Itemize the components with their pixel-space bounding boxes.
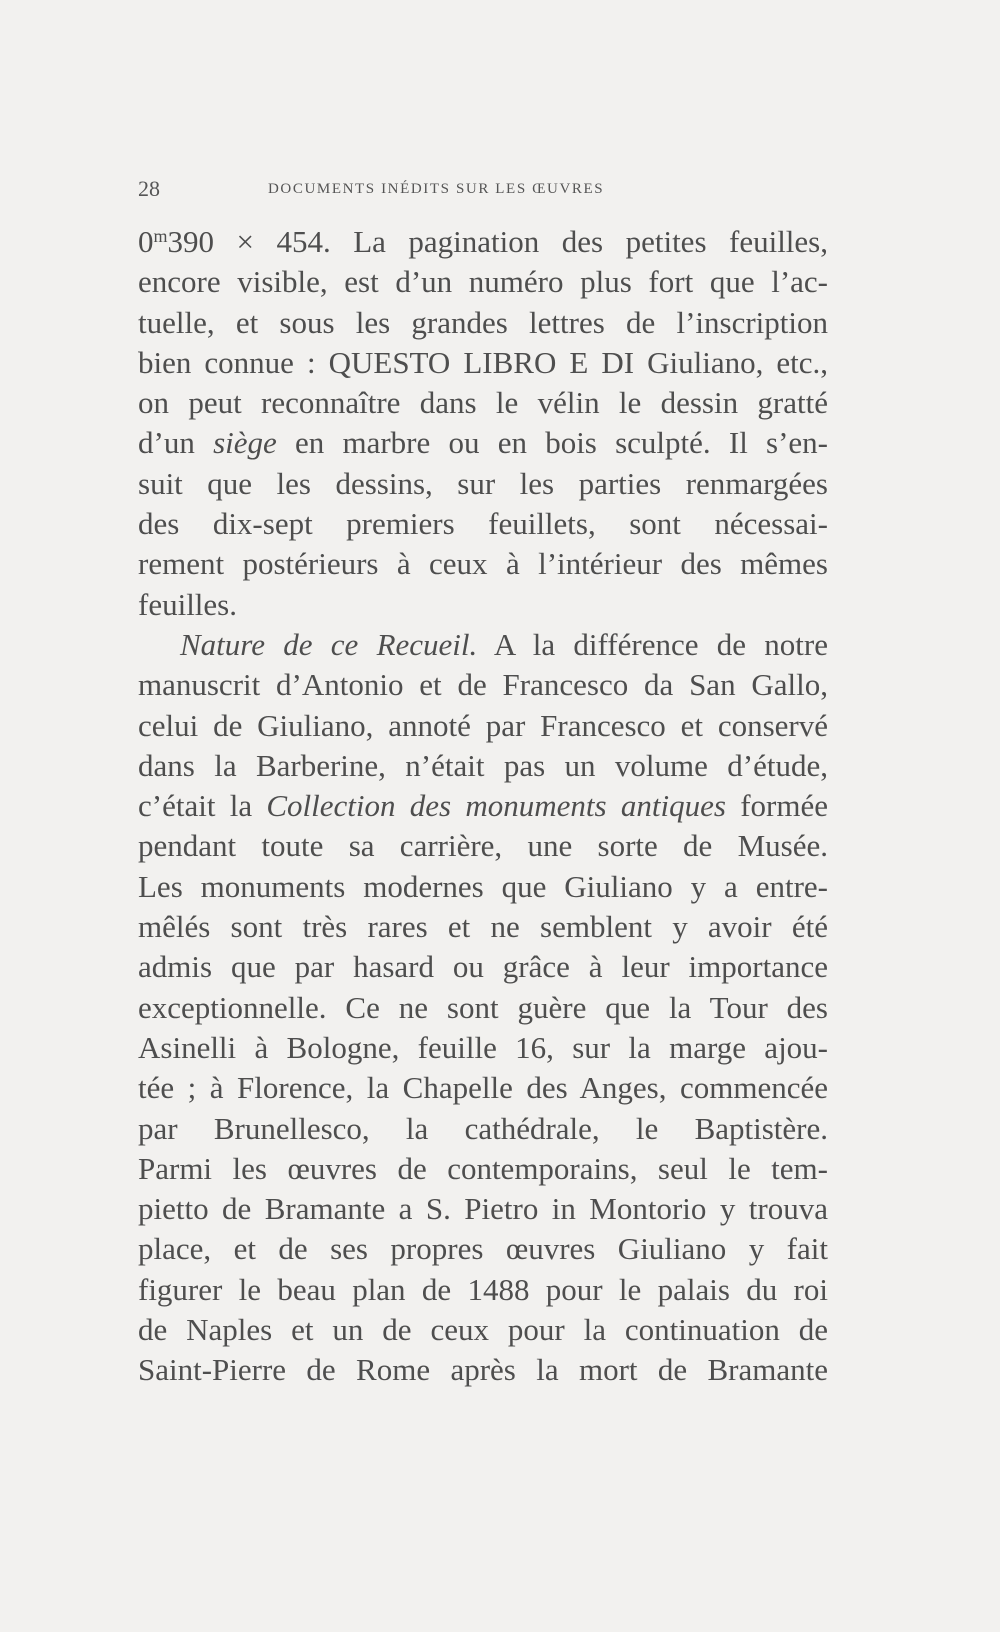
section-heading: Nature de ce Recueil. bbox=[180, 626, 478, 662]
text-line: rement postérieurs à ceux à l’intérieur des mêmes bbox=[138, 546, 828, 582]
text-fragment: c’était la bbox=[138, 788, 267, 824]
text-line: Asinelli à Bologne, feuille 16, sur la marge ajou- bbox=[138, 1029, 828, 1065]
text-line: Saint-Pierre de Rome après la mort de Bramante bbox=[138, 1352, 828, 1388]
running-head bbox=[138, 176, 828, 206]
text-line: pendant toute sa carrière, une sorte de Musée. bbox=[138, 828, 828, 864]
superscript: m bbox=[153, 226, 168, 246]
text-fragment: en marbre ou en bois sculpté. Il s’en- bbox=[276, 425, 829, 461]
text-line: suit que les dessins, sur les parties renmargées bbox=[138, 465, 828, 501]
text-line: par Brunellesco, la cathédrale, le Baptistère. bbox=[138, 1110, 828, 1146]
text-line: encore visible, est d’un numéro plus fort que l’ac- bbox=[138, 264, 828, 300]
text-line: tée ; à Florence, la Chapelle des Anges, commencée bbox=[138, 1070, 828, 1106]
text-line: Les monuments modernes que Giuliano y a entre- bbox=[138, 868, 828, 904]
text-line: celui de Giuliano, annoté par Francesco et conservé bbox=[138, 707, 828, 743]
text-line bbox=[138, 423, 828, 463]
text-line: on peut reconnaître dans le vélin le dessin gratté bbox=[138, 385, 828, 421]
text-line: Parmi les œuvres de contemporains, seul le tem- bbox=[138, 1150, 828, 1186]
italic-term: Collection des monuments antiques bbox=[266, 788, 726, 824]
text-fragment: A la différence de notre bbox=[477, 626, 828, 662]
text-line: figurer le beau plan de 1488 pour le palais du roi bbox=[138, 1271, 828, 1307]
body-text bbox=[138, 222, 828, 1391]
text-fragment: 390 × 454. La pagination des petites feuilles, bbox=[167, 224, 828, 259]
text-line: place, et de ses propres œuvres Giuliano y fait bbox=[138, 1231, 828, 1267]
text-line: tuelle, et sous les grandes lettres de l’inscription bbox=[138, 304, 828, 340]
text-fragment: d’un bbox=[138, 425, 214, 461]
text-fragment: formée bbox=[725, 788, 829, 824]
text-line: des dix-sept premiers feuillets, sont nécessai- bbox=[138, 506, 828, 542]
running-title: DOCUMENTS INÉDITS SUR LES ŒUVRES bbox=[268, 181, 605, 197]
text-line: feuilles. bbox=[138, 586, 237, 622]
text-line: admis que par hasard ou grâce à leur importance bbox=[138, 949, 828, 985]
text-line bbox=[138, 786, 828, 826]
text-line: pietto de Bramante a S. Pietro in Montorio y trouva bbox=[138, 1191, 828, 1227]
text-line: mêlés sont très rares et ne semblent y avoir été bbox=[138, 909, 828, 945]
text-line: exceptionnelle. Ce ne sont guère que la Tour des bbox=[138, 989, 828, 1025]
text-fragment: 0 bbox=[138, 224, 154, 259]
text-line: dans la Barberine, n’était pas un volume d’étude, bbox=[138, 747, 828, 783]
text-line: de Naples et un de ceux pour la continuation de bbox=[138, 1312, 828, 1348]
italic-term: siège bbox=[213, 425, 277, 461]
text-line: bien connue : QUESTO LIBRO E DI Giuliano, etc., bbox=[138, 344, 828, 380]
text-line bbox=[138, 222, 828, 262]
text-line bbox=[138, 625, 828, 665]
text-line: manuscrit d’Antonio et de Francesco da San Gallo, bbox=[138, 667, 828, 703]
page-number: 28 bbox=[138, 176, 160, 201]
